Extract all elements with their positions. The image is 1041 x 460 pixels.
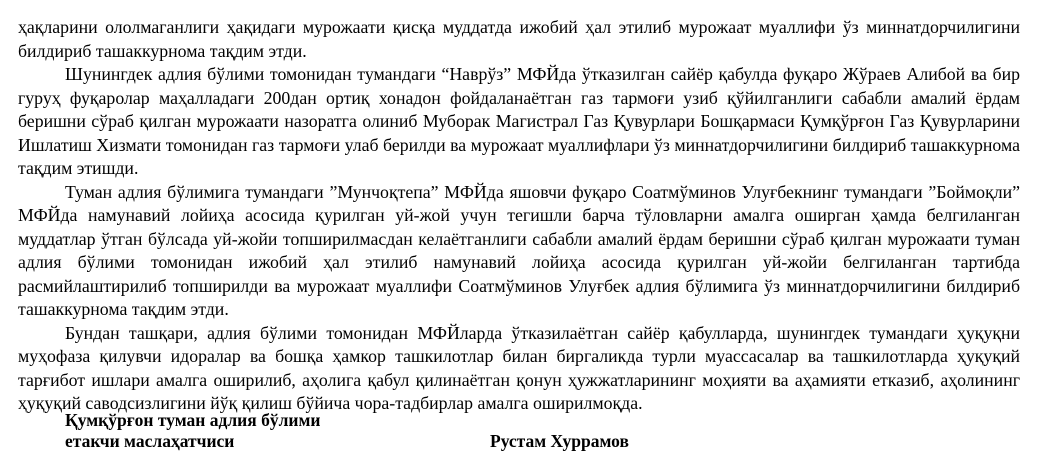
signature-department: Қумқўрғон туман адлия бўлими [65, 410, 321, 430]
paragraph-1: ҳақларини ололмаганлиги ҳақидаги мурожаати қисқа муддатда ижобий ҳал этилиб мурожаат муаллифи ўз миннатдорчилигини билдириб ташаккурнома тақдим этди. [18, 17, 1020, 61]
paragraph-3: Туман адлия бўлимига тумандаги ”Мунчоқтепа” МФЙда яшовчи фуқаро Соатмўминов Улуғбекнинг тумандаги ”Боймоқли” МФЙда намунавий лойиҳа асосида қурилган уй-жой учун тегишли барча тўловларни амалга оширган ҳамда белгиланган муддатлар ўтган бўлсада уй-жойи топширилмасдан келаётганлиги сабабли амалий ёрдам беришни сўраб қилган мурожаати туман адлия бўлими томонидан ижобий ҳал этилиб намунавий лойиҳа асосида қурилган уй-жойи белгиланган тартибда расмийлаштирилиб топширилди ва мурожаат муаллифи Соатмўминов Улуғбек адлия бўлимига ўз миннатдорчилигини билдириб ташаккурнома тақдим этди. [18, 181, 1020, 319]
signature-name: Рустам Хуррамов [490, 431, 629, 451]
paragraph-4: Бундан ташқари, адлия бўлими томонидан МФЙларда ўтказилаётган сайёр қабулларда, шунингдек тумандаги ҳуқуқни муҳофаза қилувчи идоралар ва бошқа ҳамкор ташкилотлар билан биргаликда турли муассасалар ва ташкилотларда ҳуқуқий тарғибот ишлари амалга оширилиб, аҳолига қабул қилинаётган қонун ҳужжатларининг моҳияти ва аҳамияти етказиб, аҳолининг ҳуқуқий саводсизлигини йўқ қилиш бўйича чора-тадбирлар амалга оширилмоқда. [18, 322, 1020, 413]
paragraph-2: Шунингдек адлия бўлими томонидан тумандаги “Наврўз” МФЙда ўтказилган сайёр қабулда фуқаро Жўраев Алибой ва бир гуруҳ фуқаролар маҳалладаги 200дан ортиқ хонадон фойдаланаётган газ тармоғи узиб қўйилганлиги сабабли амалий ёрдам беришни сўраб қилган мурожаати назоратга олиниб Муборак Магистрал Газ Қувурлари Бошқармаси Қумқўрғон Газ Қувурларини Ишлатиш Хизмати томонидан газ тармоғи улаб берилди ва мурожаат муаллифлари ўз миннатдорчилигини билдириб ташаккурнома тақдим этишди. [18, 64, 1020, 178]
document-body [18, 16, 1020, 416]
signature-row-1 [65, 410, 765, 431]
signature-position: етакчи маслаҳатчиси [65, 431, 235, 451]
signature-row-2 [65, 431, 765, 452]
signature-block [65, 410, 765, 452]
